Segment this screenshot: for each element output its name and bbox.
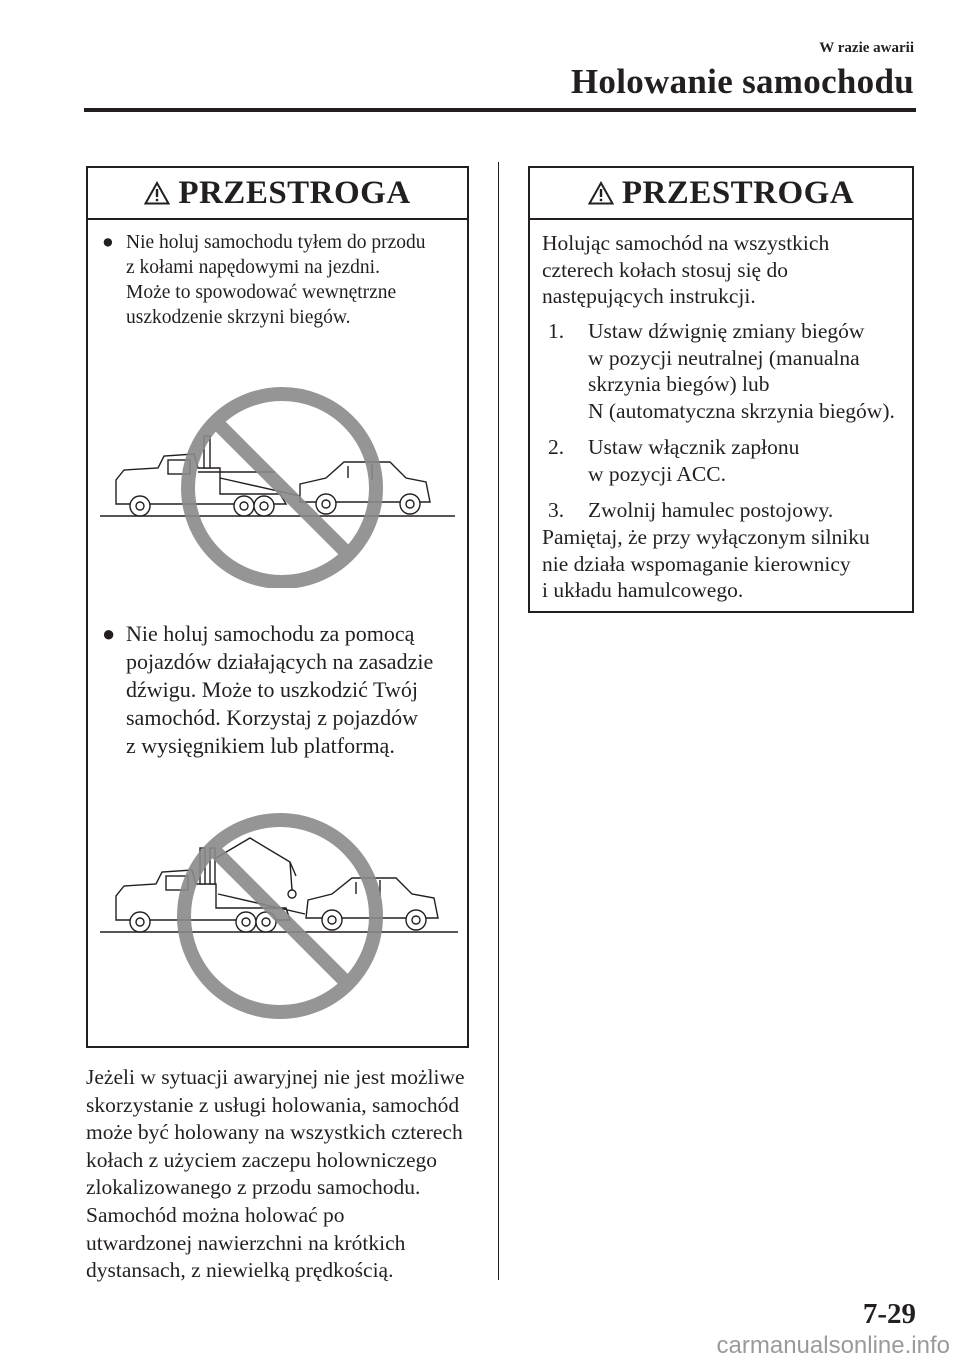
step-line: Zwolnij hamulec postojowy. [588, 498, 834, 522]
warning-icon [588, 181, 614, 205]
paragraph-line: Jeżeli w sytuacji awaryjnej nie jest możliwe [86, 1065, 465, 1089]
bullet-line: Nie holuj samochodu za pomocą [126, 621, 415, 646]
page-number: 7-29 [862, 1298, 916, 1330]
step-number: 2. [548, 435, 565, 459]
instruction-steps [542, 318, 912, 534]
step-line: N (automatyczna skrzynia biegów). [588, 398, 895, 423]
paragraph-line: może być holowany na wszystkich czterech [86, 1120, 463, 1145]
caution-note [542, 524, 907, 604]
paragraph-line: zlokalizowanego z przodu samochodu. [86, 1175, 421, 1200]
bullet-line: z kołami napędowymi na jezdni. [126, 257, 380, 278]
column-divider [498, 162, 499, 1280]
step-item [542, 318, 912, 424]
caution-box-right [528, 166, 914, 613]
paragraph-line: dystansach, z niewielką prędkością. [86, 1258, 394, 1283]
caution-box-left [86, 166, 469, 1048]
caution-bullet-2 [102, 620, 452, 760]
watermark: carmanualsonline.info [716, 1332, 950, 1359]
step-item [542, 497, 912, 524]
intro-line: Holując samochód na wszystkich [542, 231, 830, 255]
step-number: 1. [548, 319, 565, 343]
caution-title: PRZESTROGA [621, 174, 855, 211]
bullet-dot-icon: ● [102, 232, 114, 253]
bullet-line: dźwigu. Może to uszkodzić Twój [126, 677, 418, 702]
caution-intro [542, 230, 902, 310]
paragraph-line: skorzystanie z usługi holowania, samochód [86, 1092, 460, 1117]
body-paragraph-left [86, 1064, 481, 1285]
section-label: W razie awarii [819, 40, 914, 56]
step-item [542, 434, 912, 487]
bullet-dot-icon: ● [102, 621, 116, 646]
bullet-line: samochód. Korzystaj z pojazdów [126, 705, 419, 730]
step-number: 3. [548, 498, 565, 522]
caution-title: PRZESTROGA [178, 174, 411, 211]
tow-truck-crane-prohibited-illustration [100, 798, 460, 1028]
step-line: w pozycji ACC. [588, 461, 726, 486]
header-rule [84, 108, 916, 112]
bullet-line: z wysięgnikiem lub platformą. [126, 733, 395, 758]
note-line: nie działa wspomaganie kierownicy [542, 551, 851, 576]
warning-icon [144, 181, 170, 205]
page-title: Holowanie samochodu [570, 62, 914, 101]
step-line: Ustaw włącznik zapłonu [588, 435, 800, 459]
bullet-line: Nie holuj samochodu tyłem do przodu [126, 232, 426, 253]
caution-bullet-1 [102, 230, 452, 330]
note-line: Pamiętaj, że przy wyłączonym silniku [542, 525, 870, 549]
paragraph-line: utwardzonej nawierzchni na krótkich [86, 1230, 406, 1255]
step-line: skrzynia biegów) lub [588, 372, 770, 396]
intro-line: następujących instrukcji. [542, 284, 756, 308]
intro-line: czterech kołach stosuj się do [542, 257, 788, 282]
tow-truck-wheel-lift-prohibited-illustration [100, 378, 460, 588]
bullet-line: pojazdów działających na zasadzie [126, 649, 434, 674]
step-line: Ustaw dźwignię zmiany biegów [588, 319, 865, 343]
note-line: i układu hamulcowego. [542, 578, 744, 602]
caution-header [530, 168, 912, 220]
bullet-line: uszkodzenie skrzyni biegów. [126, 307, 351, 328]
step-line: w pozycji neutralnej (manualna [588, 345, 860, 370]
paragraph-line: kołach z użyciem zaczepu holowniczego [86, 1147, 437, 1172]
caution-header [88, 168, 467, 220]
paragraph-line: Samochód można holować po [86, 1202, 345, 1227]
bullet-line: Może to spowodować wewnętrzne [126, 282, 397, 303]
